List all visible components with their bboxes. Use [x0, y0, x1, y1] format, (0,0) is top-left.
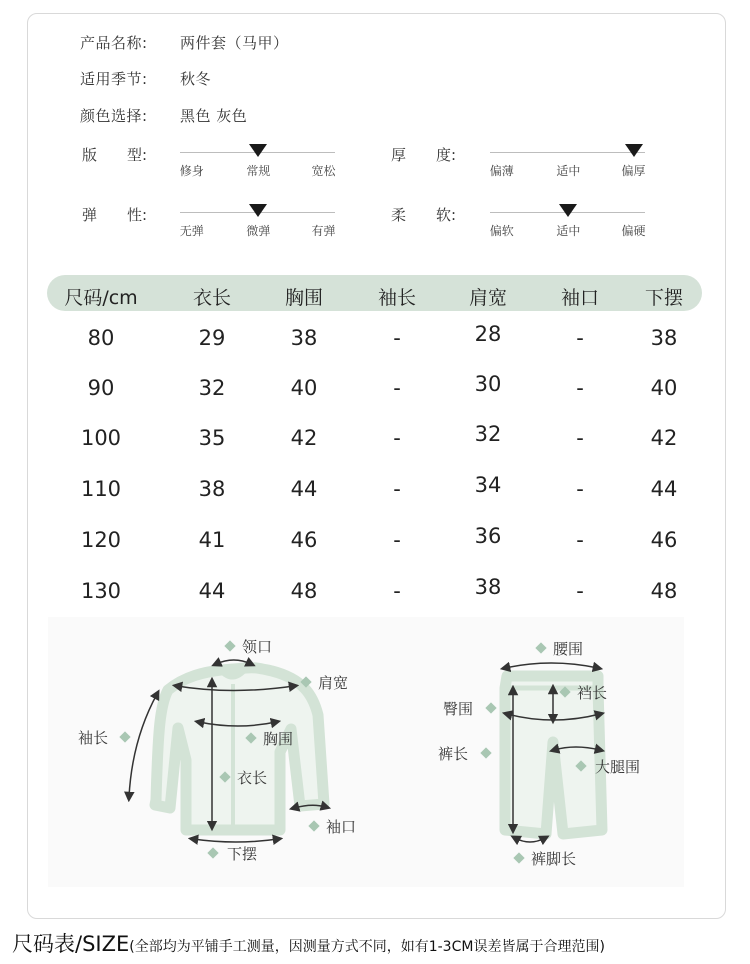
- elasticity-label: 弹 性:: [82, 206, 148, 224]
- table-header-cell: 袖长: [377, 287, 417, 309]
- measurement-cell: -: [576, 426, 584, 450]
- measurement-cell: -: [393, 426, 401, 450]
- table-header-cell: 尺码/cm: [64, 287, 138, 309]
- hip-label: 臀围: [443, 700, 474, 718]
- table-header-cell: 衣长: [192, 287, 232, 309]
- measurement-cell: 36: [474, 524, 502, 548]
- size-cell: 130: [80, 579, 122, 603]
- cuff-label: 袖口: [326, 818, 357, 836]
- fit-option: 修身: [179, 164, 204, 178]
- measurement-cell: 38: [290, 326, 318, 350]
- rise-label: 裆长: [577, 684, 608, 702]
- color-value: 黑色 灰色: [180, 107, 248, 125]
- size-cell: 100: [80, 426, 122, 450]
- waist-label: 腰围: [553, 640, 584, 658]
- measurement-cell: -: [576, 477, 584, 501]
- product-name-label: 产品名称:: [80, 34, 148, 52]
- softness-option: 偏硬: [621, 224, 646, 238]
- elasticity-option: 有弹: [311, 224, 336, 238]
- length-label: 衣长: [237, 769, 268, 787]
- measurement-cell: -: [393, 528, 401, 552]
- fit-label: 版 型:: [82, 146, 148, 164]
- waist-marker: [535, 642, 546, 653]
- color-label: 颜色选择:: [80, 107, 148, 125]
- measurement-cell: 29: [198, 326, 226, 350]
- measurement-cell: 35: [198, 426, 226, 450]
- sleeve-marker: [119, 731, 130, 742]
- softness-option: 偏软: [489, 224, 514, 238]
- measurement-cell: 42: [290, 426, 318, 450]
- measurement-cell: -: [393, 477, 401, 501]
- season-label: 适用季节:: [80, 70, 148, 88]
- jacket-illustration: [155, 668, 324, 830]
- measurement-cell: -: [393, 579, 401, 603]
- measurement-cell: 41: [198, 528, 226, 552]
- hem-marker: [207, 847, 218, 858]
- pants-length-label: 裤长: [438, 745, 469, 763]
- measurement-cell: 44: [650, 477, 678, 501]
- collar-marker: [224, 640, 235, 651]
- fit-option: 宽松: [311, 164, 336, 178]
- measurement-cell: 42: [650, 426, 678, 450]
- table-header-cell: 袖口: [560, 287, 600, 309]
- measurement-cell: 46: [650, 528, 678, 552]
- footer-title: 尺码表/SIZE: [12, 932, 130, 956]
- measurement-cell: 44: [290, 477, 318, 501]
- elasticity-option: 无弹: [179, 224, 204, 238]
- pants-length-marker: [480, 747, 491, 758]
- measurement-cell: -: [393, 326, 401, 350]
- thickness-option: 适中: [556, 164, 581, 178]
- leg-opening-marker: [513, 852, 524, 863]
- measurement-cell: -: [576, 326, 584, 350]
- measurement-cell: 30: [474, 372, 502, 396]
- size-cell: 80: [87, 326, 115, 350]
- footer-caption: [12, 928, 605, 958]
- size-cell: 120: [80, 528, 122, 552]
- measurement-cell: 40: [650, 376, 678, 400]
- cuff-marker: [308, 820, 319, 831]
- thickness-option: 偏厚: [621, 164, 646, 178]
- elasticity-option: 微弹: [246, 224, 271, 238]
- footer-note: (全部均为平铺手工测量，因测量方式不同，如有1-3CM误差皆属于合理范围): [129, 939, 605, 955]
- measurement-cell: 48: [650, 579, 678, 603]
- hem-label: 下摆: [227, 845, 258, 863]
- measurement-cell: 32: [198, 376, 226, 400]
- measurement-cell: 44: [198, 579, 226, 603]
- sleeve-label: 袖长: [78, 729, 109, 747]
- measurement-cell: 34: [474, 473, 502, 497]
- measurement-cell: 38: [474, 575, 502, 599]
- leg-opening-label: 裤脚长: [531, 850, 577, 868]
- measurement-cell: 28: [474, 322, 502, 346]
- measurement-cell: 40: [290, 376, 318, 400]
- size-cell: 110: [80, 477, 122, 501]
- measurement-cell: 46: [290, 528, 318, 552]
- measurement-cell: -: [576, 528, 584, 552]
- table-header-cell: 胸围: [284, 287, 324, 309]
- measurement-cell: 32: [474, 422, 502, 446]
- measurement-cell: 38: [650, 326, 678, 350]
- table-header-cell: 下摆: [644, 287, 684, 309]
- hip-marker: [485, 702, 496, 713]
- measurement-cell: 48: [290, 579, 318, 603]
- measurement-cell: 38: [198, 477, 226, 501]
- softness-option: 适中: [556, 224, 581, 238]
- table-header-cell: 肩宽: [468, 287, 508, 309]
- thigh-label: 大腿围: [595, 758, 641, 776]
- thickness-option: 偏薄: [489, 164, 514, 178]
- product-name-value: 两件套（马甲）: [180, 34, 289, 52]
- season-value: 秋冬: [180, 70, 212, 88]
- collar-label: 领口: [242, 638, 273, 656]
- measurement-cell: -: [576, 376, 584, 400]
- shoulder-label: 肩宽: [318, 674, 349, 692]
- size-cell: 90: [87, 376, 115, 400]
- measurement-cell: -: [393, 376, 401, 400]
- thickness-label: 厚 度:: [391, 146, 457, 164]
- chest-label: 胸围: [263, 730, 294, 748]
- measurement-cell: -: [576, 579, 584, 603]
- fit-option: 常规: [246, 164, 271, 178]
- softness-label: 柔 软:: [391, 206, 457, 224]
